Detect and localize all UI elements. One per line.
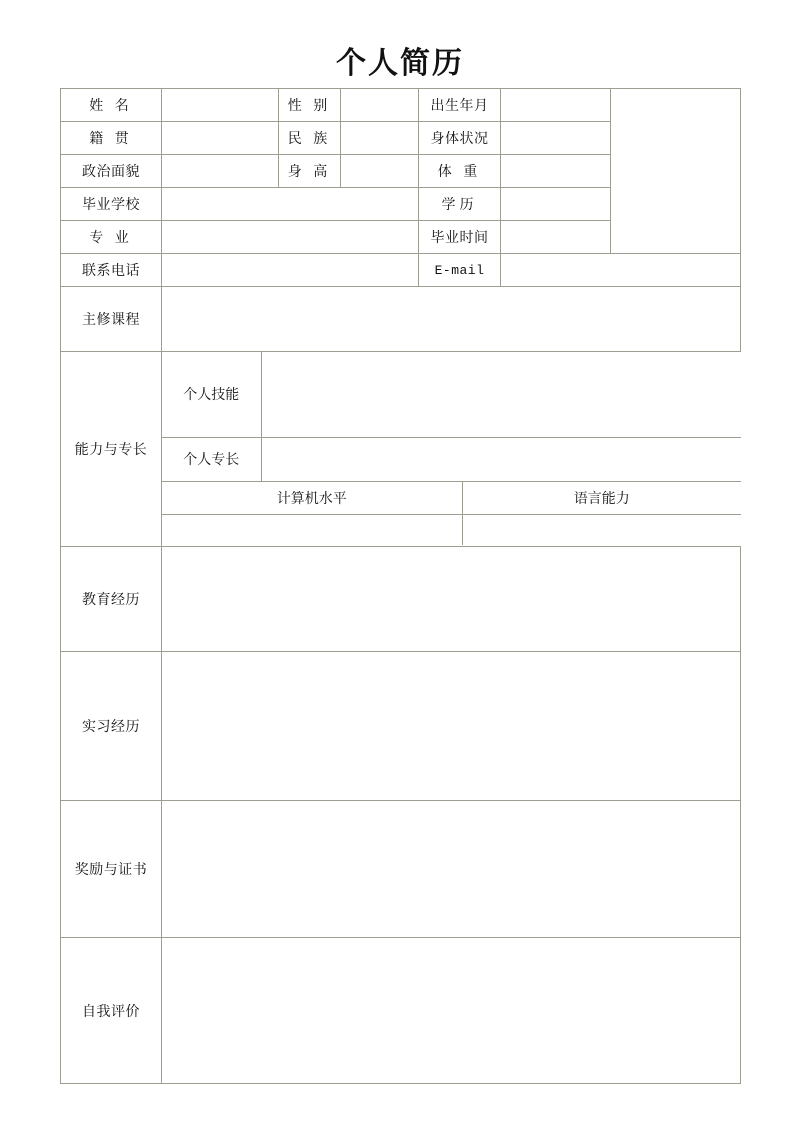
resume-table <box>60 88 741 1084</box>
photo-placeholder[interactable] <box>611 89 741 254</box>
label-weight: 体 重 <box>419 155 501 188</box>
field-graduate-school[interactable] <box>162 188 419 221</box>
label-self-evaluation: 自我评价 <box>61 938 162 1084</box>
label-name: 姓 名 <box>61 89 162 122</box>
label-native-place: 籍 贯 <box>61 122 162 155</box>
field-name[interactable] <box>162 89 279 122</box>
field-personal-strengths[interactable] <box>261 437 741 481</box>
field-ethnicity[interactable] <box>341 122 419 155</box>
section-main-courses <box>61 287 741 352</box>
field-degree[interactable] <box>501 188 611 221</box>
field-native-place[interactable] <box>162 122 279 155</box>
label-political-status: 政治面貌 <box>61 155 162 188</box>
label-language-ability: 语言能力 <box>462 481 741 514</box>
table-row <box>61 254 741 287</box>
label-education: 教育经历 <box>61 547 162 652</box>
field-gender[interactable] <box>341 89 419 122</box>
field-phone[interactable] <box>162 254 419 287</box>
field-major[interactable] <box>162 221 419 254</box>
label-awards: 奖励与证书 <box>61 801 162 938</box>
field-education[interactable] <box>162 547 741 652</box>
label-graduation-date: 毕业时间 <box>419 221 501 254</box>
abilities-body <box>162 352 741 547</box>
table-row <box>162 437 741 481</box>
field-health[interactable] <box>501 122 611 155</box>
table-row <box>162 514 741 545</box>
label-abilities: 能力与专长 <box>61 352 162 547</box>
field-internship[interactable] <box>162 652 741 801</box>
field-personal-skills[interactable] <box>261 352 741 437</box>
field-political-status[interactable] <box>162 155 279 188</box>
field-computer-level[interactable] <box>162 514 462 545</box>
section-internship <box>61 652 741 801</box>
label-height: 身 高 <box>279 155 341 188</box>
field-graduation-date[interactable] <box>501 221 611 254</box>
section-education <box>61 547 741 652</box>
section-abilities <box>61 352 741 547</box>
label-graduate-school: 毕业学校 <box>61 188 162 221</box>
abilities-inner-table <box>162 352 741 545</box>
table-row <box>61 89 741 122</box>
label-computer-level: 计算机水平 <box>162 481 462 514</box>
field-language-ability[interactable] <box>462 514 741 545</box>
page-title: 个人简历 <box>336 47 464 80</box>
field-main-courses[interactable] <box>162 287 741 352</box>
label-major: 专 业 <box>61 221 162 254</box>
label-birth-date: 出生年月 <box>419 89 501 122</box>
label-main-courses: 主修课程 <box>61 287 162 352</box>
table-row <box>162 481 741 514</box>
field-height[interactable] <box>341 155 419 188</box>
label-internship: 实习经历 <box>61 652 162 801</box>
section-self-evaluation <box>61 938 741 1084</box>
label-ethnicity: 民 族 <box>279 122 341 155</box>
label-phone: 联系电话 <box>61 254 162 287</box>
field-weight[interactable] <box>501 155 611 188</box>
section-awards <box>61 801 741 938</box>
table-row <box>162 352 741 437</box>
field-awards[interactable] <box>162 801 741 938</box>
field-birth-date[interactable] <box>501 89 611 122</box>
label-personal-skills: 个人技能 <box>162 352 261 437</box>
label-gender: 性 别 <box>279 89 341 122</box>
field-email[interactable] <box>501 254 741 287</box>
label-health: 身体状况 <box>419 122 501 155</box>
label-email: E-mail <box>419 254 501 287</box>
label-degree: 学历 <box>419 188 501 221</box>
label-personal-strengths: 个人专长 <box>162 437 261 481</box>
field-self-evaluation[interactable] <box>162 938 741 1084</box>
